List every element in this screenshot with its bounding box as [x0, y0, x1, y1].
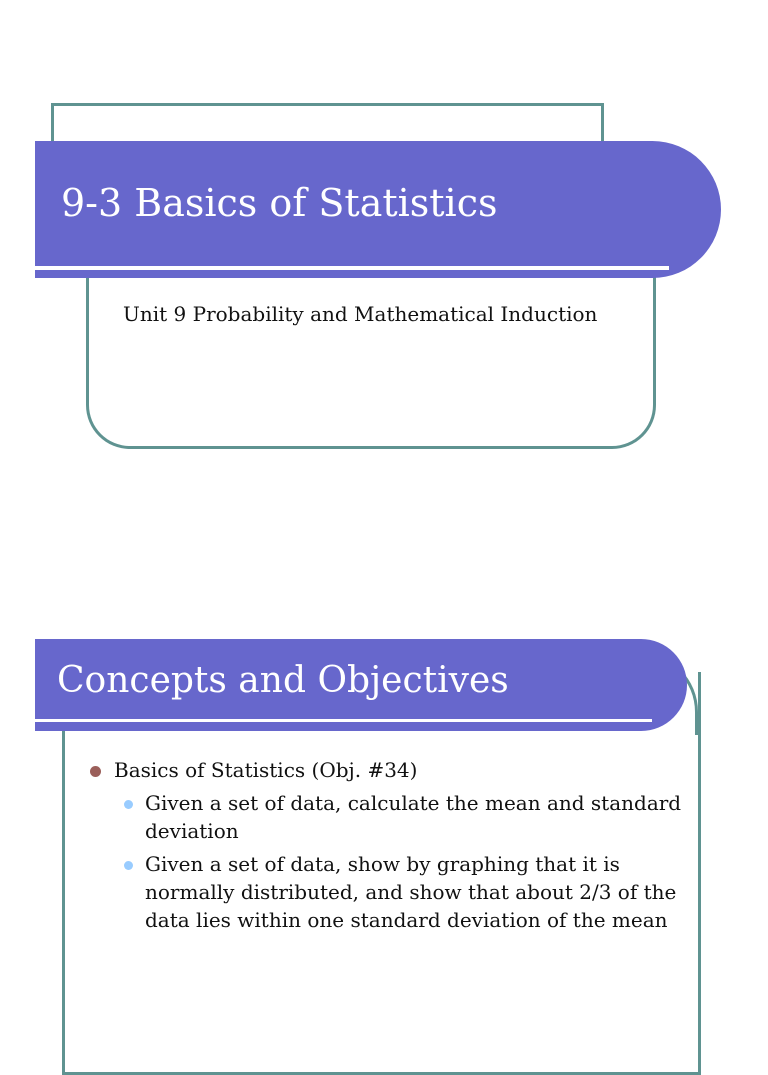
title-band-underline [35, 266, 669, 270]
title-band-underline [35, 719, 652, 722]
title-slide [0, 0, 768, 512]
bullet-list [87, 756, 687, 934]
slide-title: 9-3 Basics of Statistics [61, 181, 498, 225]
objectives-slide [0, 512, 768, 1024]
list-item-text: Basics of Statistics (Obj. #34) [114, 758, 418, 782]
bullet-dot-icon [90, 766, 101, 777]
list-item [87, 756, 687, 784]
slide-title: Concepts and Objectives [57, 660, 509, 701]
sub-list-item [119, 850, 685, 934]
sub-bullet-dot-icon [124, 861, 133, 870]
sub-bullet-dot-icon [124, 800, 133, 809]
sub-list-item-text: Given a set of data, calculate the mean and standard deviation [145, 791, 682, 843]
subtitle-frame [86, 260, 656, 449]
slide-subtitle: Unit 9 Probability and Mathematical Induction [123, 302, 598, 326]
sub-list-item [119, 789, 685, 845]
sub-list-item-text: Given a set of data, show by graphing that it is normally distributed, and show that about 2/3 of the data lies within one standard deviation of the mean [145, 852, 677, 932]
